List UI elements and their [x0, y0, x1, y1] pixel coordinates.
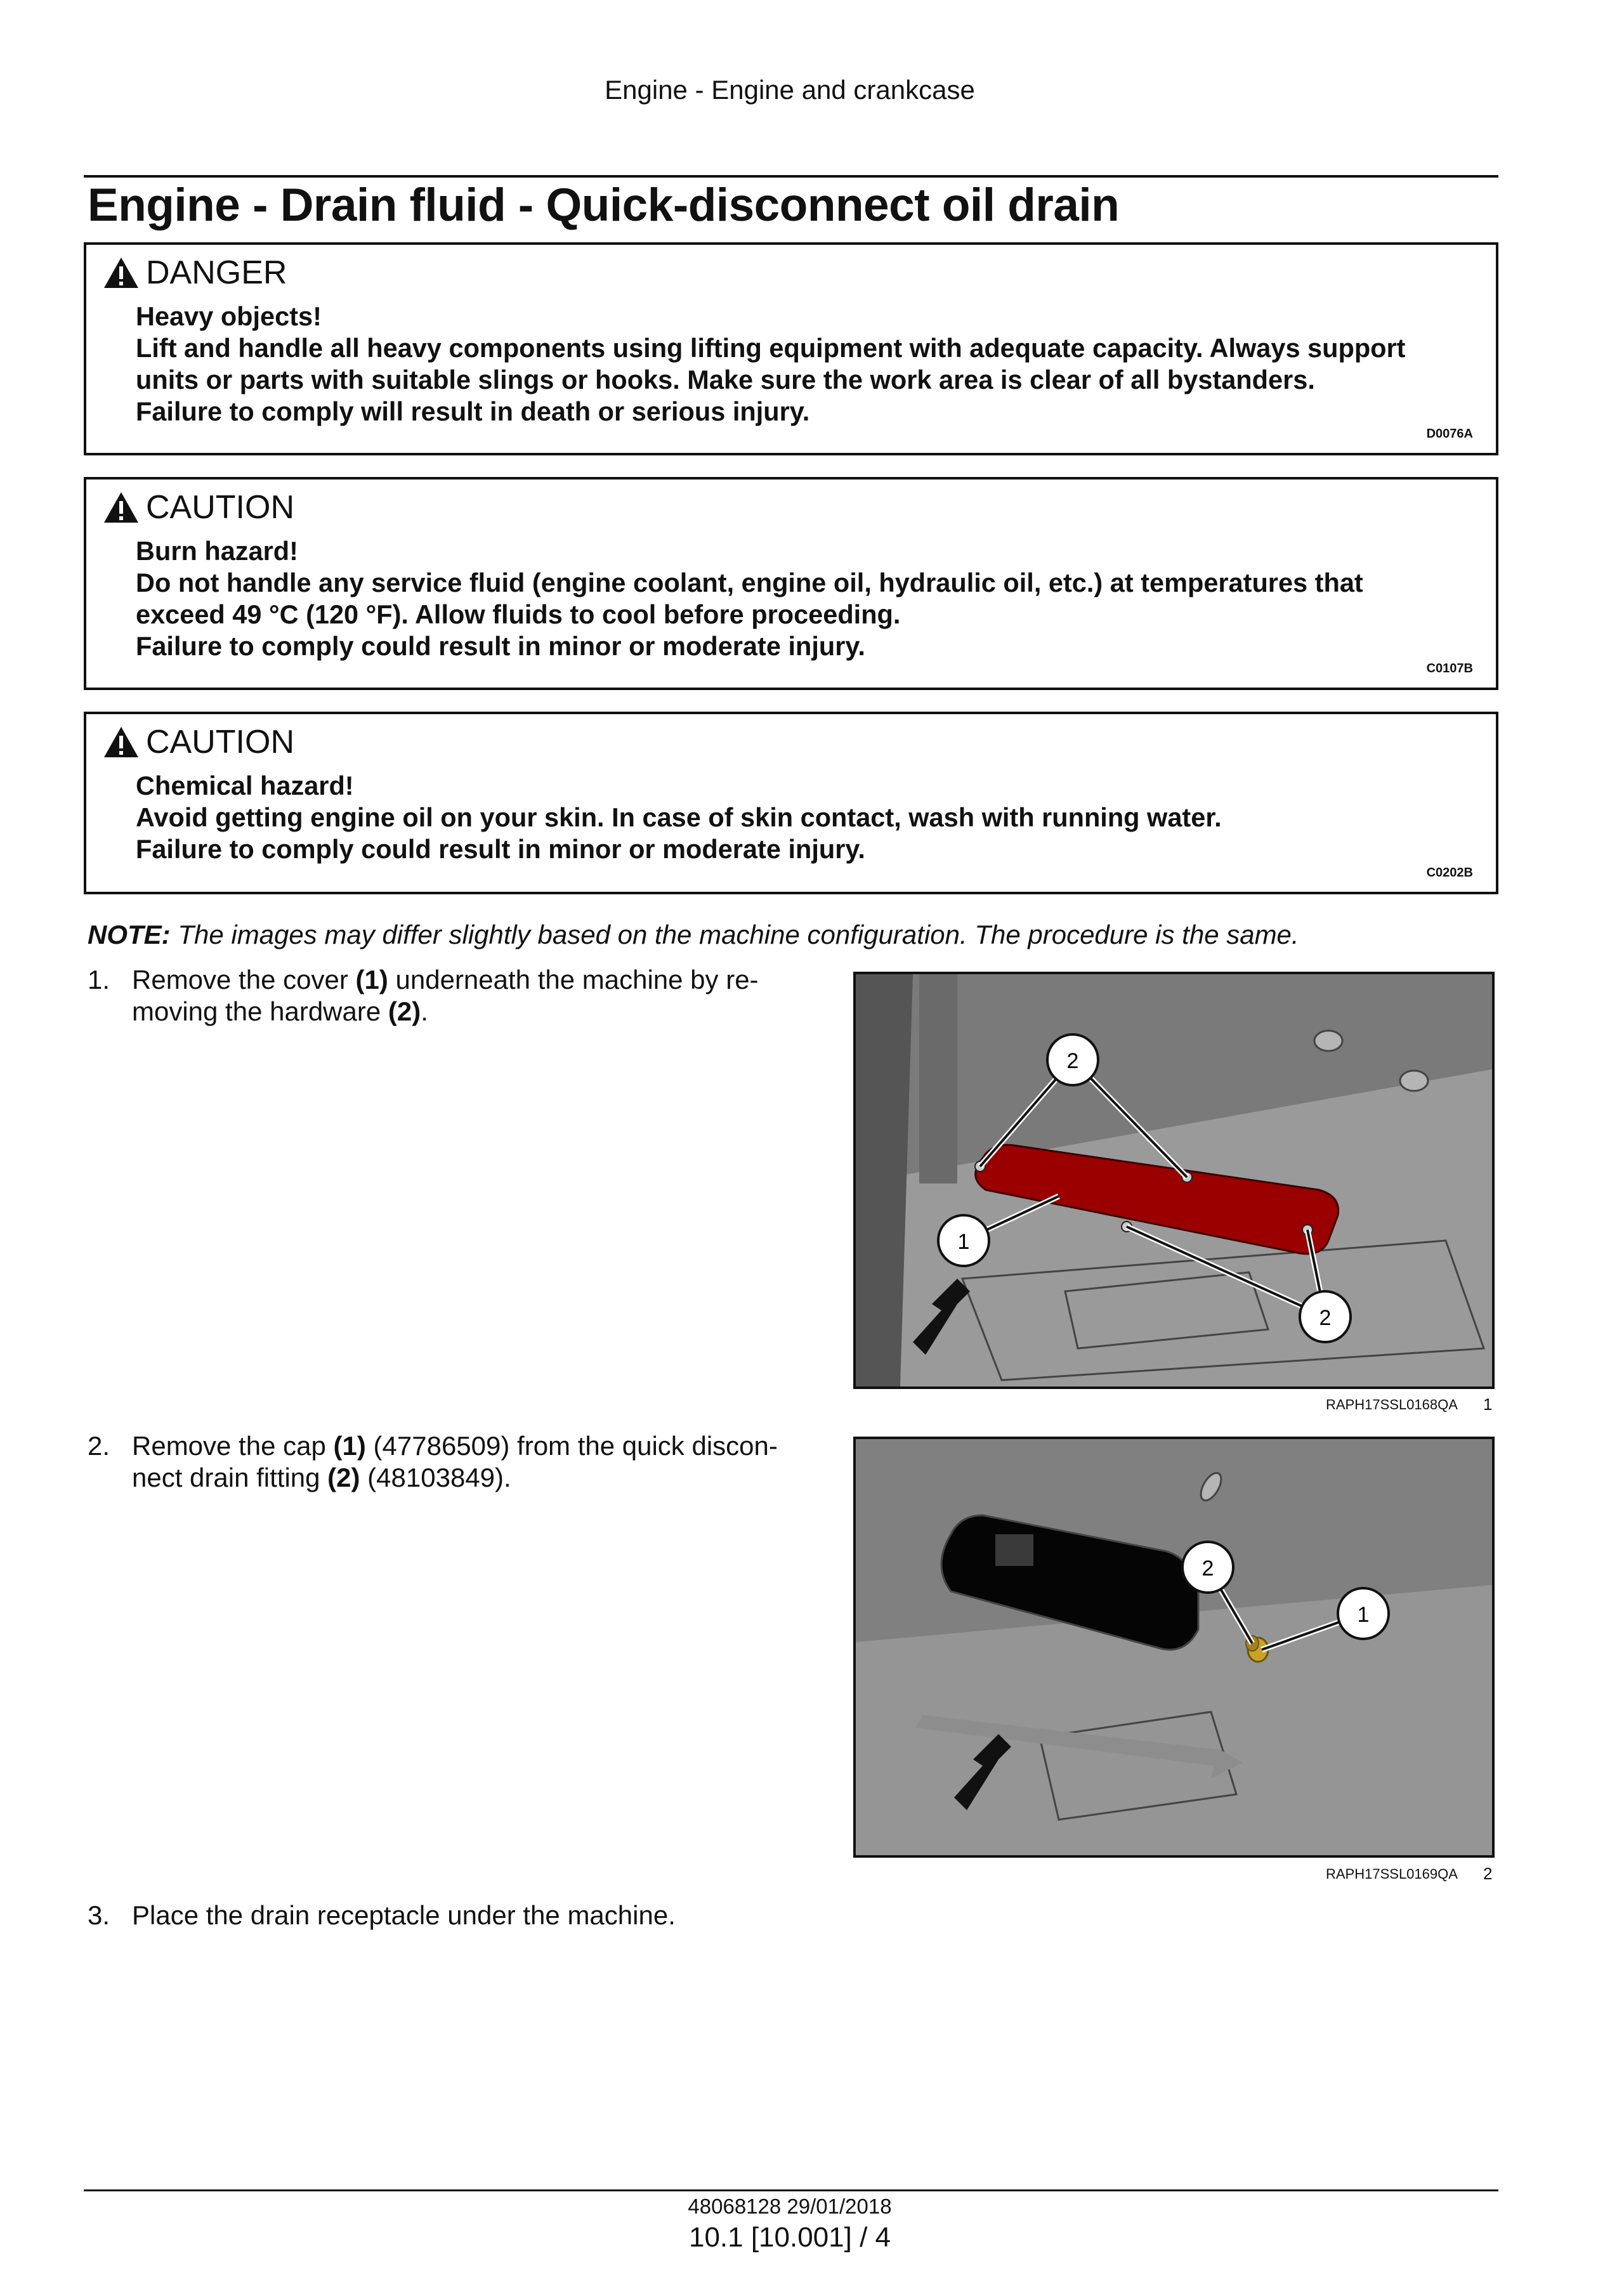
- callout-ref: (1): [355, 965, 388, 995]
- figure-1-image: [853, 972, 1495, 1389]
- note: [88, 920, 1299, 950]
- caution-heading: [103, 488, 294, 526]
- callout-ref: (2): [327, 1463, 360, 1492]
- callout-marker: [1338, 1588, 1389, 1639]
- step-number: 2.: [88, 1431, 110, 1461]
- figure-2-caption: RAPH17SSL0169QA: [1326, 1866, 1458, 1882]
- caution-burn-box: [84, 477, 1498, 690]
- figure-2-number: 2: [1483, 1864, 1493, 1883]
- caution-instruction: Avoid getting engine oil on your skin. In case of skin contact, wash with running water.: [136, 802, 1222, 832]
- footer-page-number: 10.1 [10.001] / 4: [688, 2222, 891, 2253]
- note-label: NOTE:: [88, 920, 171, 949]
- danger-code: D0076A: [1426, 427, 1473, 441]
- caution-heading: [103, 723, 294, 761]
- caution-label: CAUTION: [146, 489, 294, 526]
- caution-code: C0107B: [1426, 662, 1473, 675]
- callout-marker: [1182, 1542, 1233, 1593]
- danger-label: DANGER: [146, 254, 287, 291]
- step-text: Remove the cap: [132, 1431, 334, 1461]
- step-text: .: [421, 996, 428, 1026]
- callout-ref: (2): [388, 996, 421, 1026]
- footer-doc-code: 48068128 29/01/2018: [688, 2195, 892, 2218]
- warning-triangle-icon: [103, 491, 140, 524]
- page-title: Engine - Drain fluid - Quick-disconnect oil drain: [88, 179, 1120, 231]
- figure-2-image: [853, 1437, 1495, 1858]
- danger-heading: [103, 254, 287, 292]
- step-number: 3.: [88, 1900, 110, 1930]
- svg-text:2: 2: [1202, 1556, 1214, 1581]
- svg-text:1: 1: [957, 1230, 970, 1254]
- warning-triangle-icon: [103, 726, 140, 759]
- step-text: Remove the cover: [132, 965, 356, 995]
- caution-chemical-box: [84, 712, 1498, 894]
- step-text: (47786509) from the quick discon-nect drain fitting: [132, 1431, 778, 1492]
- svg-text:2: 2: [1319, 1306, 1332, 1330]
- caution-instruction: Do not handle any service fluid (engine coolant, engine oil, hydraulic oil, etc.) at temperatures that exceed 49 °C (120 °F). Allow fluids to cool before proceeding.: [136, 568, 1363, 629]
- warning-triangle-icon: [103, 256, 140, 289]
- callout-marker: [1047, 1034, 1098, 1085]
- step-1: [88, 964, 798, 1027]
- figure-1-number: 1: [1483, 1395, 1493, 1414]
- running-header: Engine - Engine and crankcase: [605, 75, 975, 105]
- caution-consequence: Failure to comply could result in minor or moderate injury.: [136, 631, 865, 661]
- caution-hazard: Burn hazard!: [136, 536, 298, 566]
- step-3: [88, 1900, 798, 1931]
- svg-text:2: 2: [1066, 1049, 1079, 1073]
- svg-text:1: 1: [1357, 1603, 1370, 1627]
- figure-1-caption: RAPH17SSL0168QA: [1326, 1397, 1458, 1412]
- danger-box: [84, 242, 1498, 455]
- caution-hazard: Chemical hazard!: [136, 771, 354, 800]
- step-text: underneath the machine by re-moving the hardware: [132, 965, 759, 1026]
- header-rule: [84, 175, 1498, 178]
- danger-consequence: Failure to comply will result in death or serious injury.: [136, 396, 810, 426]
- callout-ref: (1): [333, 1431, 366, 1461]
- footer-rule: [84, 2189, 1498, 2191]
- step-number: 1.: [88, 965, 110, 995]
- danger-hazard: Heavy objects!: [136, 301, 322, 331]
- caution-code: C0202B: [1426, 866, 1473, 880]
- caution-label: CAUTION: [146, 724, 294, 760]
- step-text: Place the drain receptacle under the machine.: [132, 1900, 676, 1930]
- step-text: (48103849).: [360, 1463, 511, 1492]
- danger-instruction: Lift and handle all heavy components using lifting equipment with adequate capacity. Always support units or parts with suitable slings or hooks. Make sure the work area is clear of all bystanders.: [136, 333, 1406, 395]
- callout-marker: [938, 1215, 989, 1266]
- note-text: The images may differ slightly based on the machine configuration. The procedure is the same.: [178, 920, 1299, 949]
- callout-marker: [1300, 1291, 1351, 1342]
- step-2: [88, 1430, 798, 1494]
- caution-consequence: Failure to comply could result in minor or moderate injury.: [136, 834, 865, 864]
